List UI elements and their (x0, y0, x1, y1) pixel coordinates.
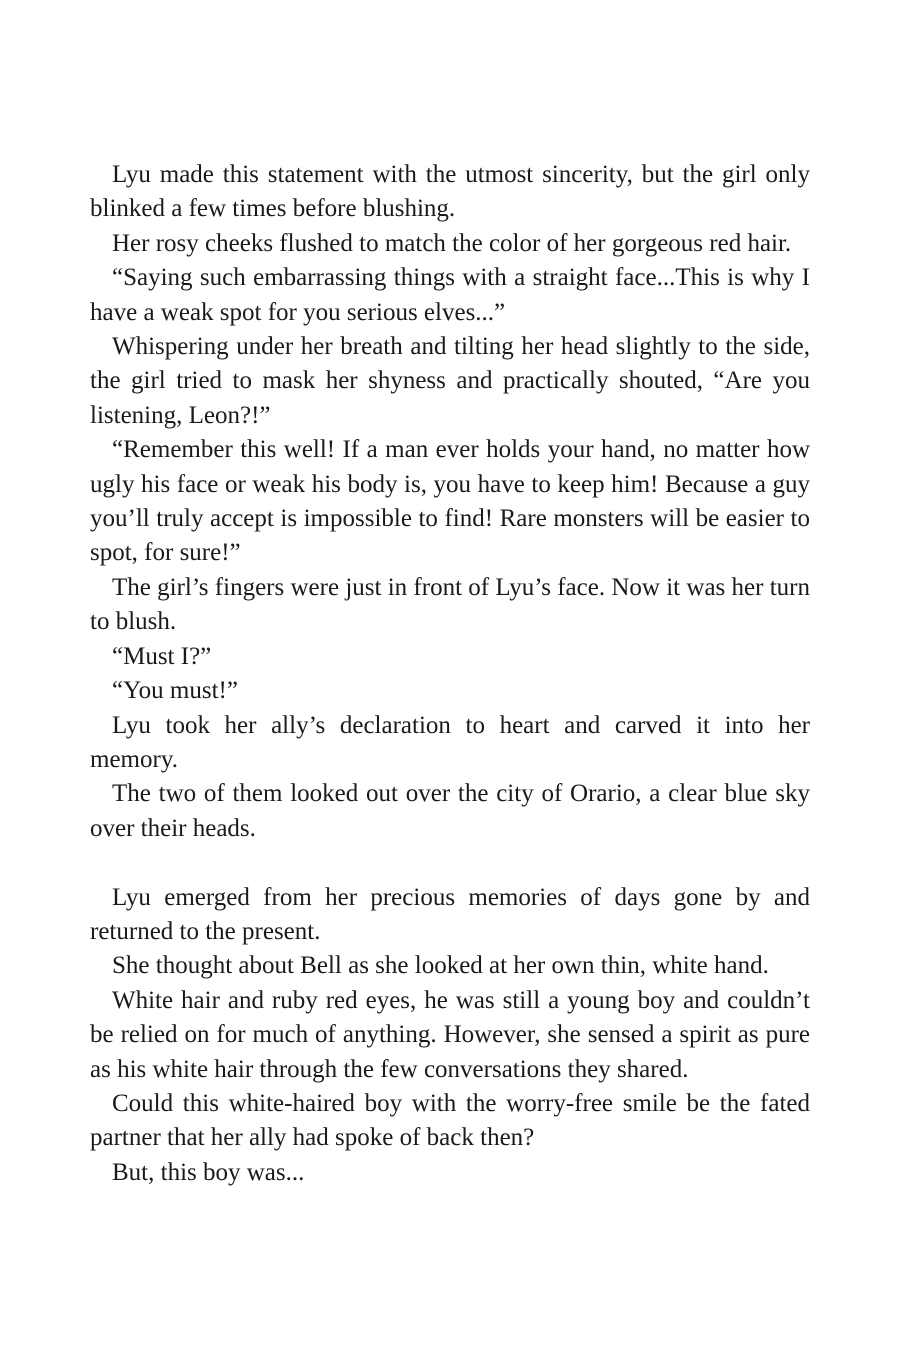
paragraph: “Must I?” (112, 642, 212, 670)
paragraph: White hair and ruby red eyes, he was still a young boy and couldn’t be relied on for much of anything. However, she sensed a spirit as pure as his white hair through the few conversations they shared. (90, 986, 810, 1083)
paragraph: She thought about Bell as she looked at her own thin, white hand. (112, 952, 769, 980)
paragraph: The two of them looked out over the city of Orario, a clear blue sky over their heads. (90, 780, 810, 842)
paragraph: The girl’s fingers were just in front of Lyu’s face. Now it was her turn to blush. (90, 573, 810, 636)
paragraph: “Saying such embarrassing things with a straight face...This is why I have a weak spot for you serious elves...” (90, 264, 810, 326)
scene-break (90, 846, 810, 880)
section-flashback (90, 158, 810, 846)
paragraph: “You must!” (112, 677, 238, 705)
paragraph: Lyu took her ally’s declaration to heart and carved it into her memory. (90, 711, 810, 773)
paragraph: Lyu emerged from her precious memories of days gone by and returned to the present. (90, 883, 810, 945)
paragraph: Lyu made this statement with the utmost sincerity, but the girl only blinked a few times before blushing. (90, 161, 810, 223)
paragraph: Could this white-haired boy with the worry-free smile be the fated partner that her ally had spoke of back then? (90, 1089, 810, 1152)
paragraph: But, this boy was... (112, 1158, 305, 1186)
section-present (90, 881, 810, 1191)
paragraph: Her rosy cheeks flushed to match the color of her gorgeous red hair. (112, 229, 792, 257)
paragraph: “Remember this well! If a man ever holds your hand, no matter how ugly his face or weak his body is, you have to keep him! Because a guy you’ll truly accept is impossible to find! Rare monsters will be easier to spot, for sure!” (90, 436, 810, 567)
paragraph: Whispering under her breath and tilting her head slightly to the side, the girl tried to mask her shyness and practically shouted, “Are you listening, Leon?!” (90, 333, 810, 429)
book-page (90, 158, 810, 1190)
